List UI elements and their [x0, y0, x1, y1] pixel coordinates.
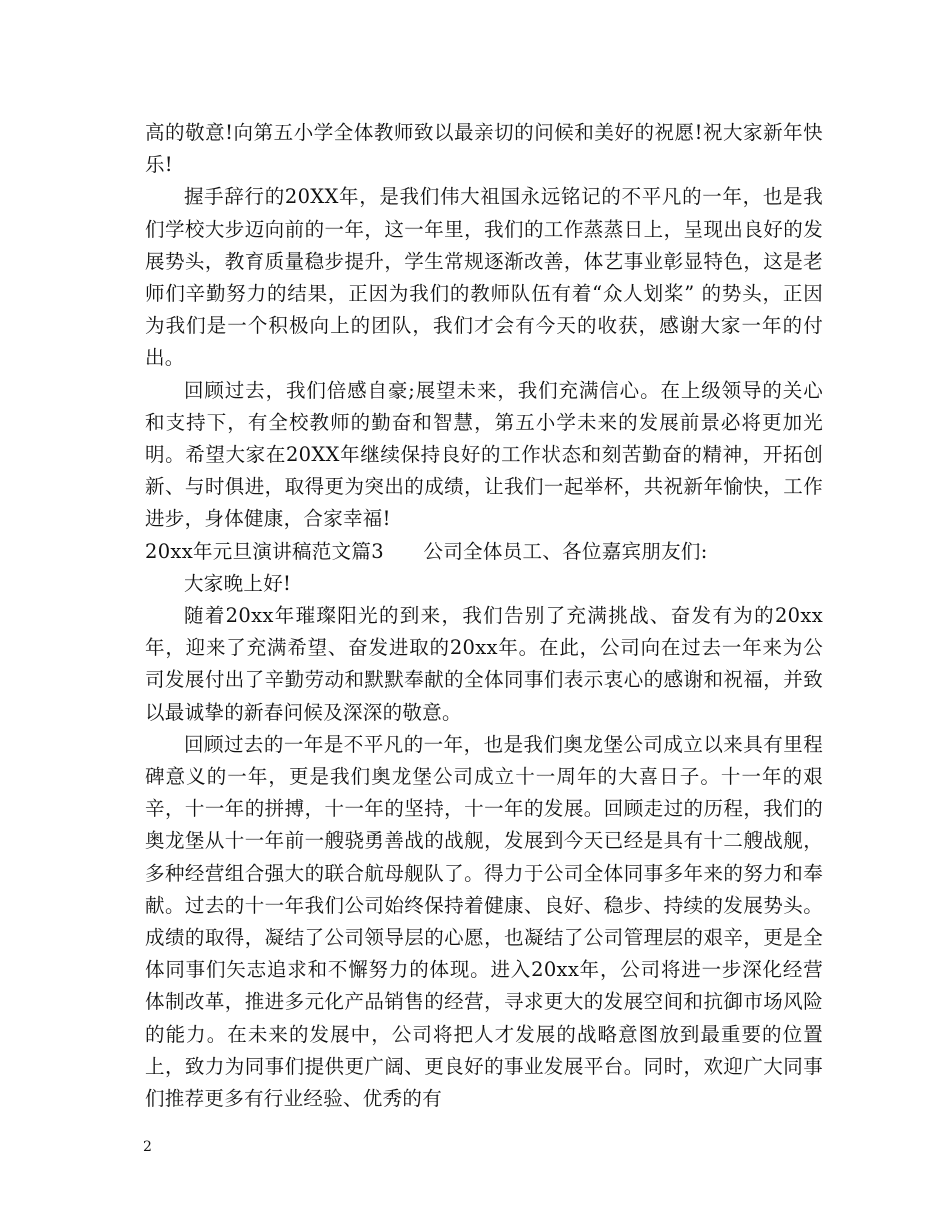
paragraph-1: 高的敬意!向第五小学全体教师致以最亲切的问候和美好的祝愿!祝大家新年快乐! — [145, 121, 823, 177]
paragraph-3: 回顾过去，我们倍感自豪;展望未来，我们充满信心。在上级领导的关心和支持下，有全校教师的勤奋和智慧，第五小学未来的发展前景必将更加光明。希望大家在20XX年继续保持良好的工作状态和刻苦勤奋的精神，开拓创新、与时俱进，取得更为突出的成绩，让我们一起举杯，共祝新年愉快，工作进步，身体健康，合家幸福! — [145, 378, 823, 531]
paragraph-7: 回顾过去的一年是不平凡的一年，也是我们奥龙堡公司成立以来具有里程碑意义的一年，更是我们奥龙堡公司成立十一周年的大喜日子。十一年的艰辛，十一年的拼搏，十一年的坚持，十一年的发展。回顾走过的历程，我们的奥龙堡从十一年前一艘骁勇善战的战舰，发展到今天已经是具有十二艘战舰，多种经营组合强大的联合航母舰队了。得力于公司全体同事多年来的努力和奉献。过去的十一年我们公司始终保持着健康、良好、稳步、持续的发展势头。成绩的取得，凝结了公司领导层的心愿，也凝结了公司管理层的艰辛，更是全体同事们矢志追求和不懈努力的体现。进入20xx年，公司将进一步深化经营体制改革，推进多元化产品销售的经营，寻求更大的发展空间和抗御市场风险的能力。在未来的发展中，公司将把人才发展的战略意图放到最重要的位置上，致力为同事们提供更广阔、更良好的事业发展平台。同时，欢迎广大同事们推荐更多有行业经验、优秀的有 — [145, 732, 823, 1111]
document-body — [145, 117, 823, 1115]
greeting-line: 大家晚上好! — [184, 571, 292, 595]
section-heading: 20xx年元旦演讲稿范文篇3 公司全体员工、各位嘉宾朋友们: — [145, 539, 708, 563]
page-number: 2 — [143, 1139, 152, 1155]
paragraph-6: 随着20xx年璀璨阳光的到来，我们告别了充满挑战、奋发有为的20xx年，迎来了充满希望、奋发进取的20xx年。在此，公司向在过去一年来为公司发展付出了辛勤劳动和默默奉献的全体同事们表示衷心的感谢和祝福，并致以最诚挚的新春问候及深深的敬意。 — [145, 604, 823, 724]
paragraph-2: 握手辞行的20XX年，是我们伟大祖国永远铭记的不平凡的一年，也是我们学校大步迈向前的一年，这一年里，我们的工作蒸蒸日上，呈现出良好的发展势头，教育质量稳步提升，学生常规逐渐改善，体艺事业彰显特色，这是老师们辛勤努力的结果，正因为我们的教师队伍有着“众人划桨” 的势头，正因为我们是一个积极向上的团队，我们才会有今天的收获，感谢大家一年的付出。 — [145, 185, 823, 370]
